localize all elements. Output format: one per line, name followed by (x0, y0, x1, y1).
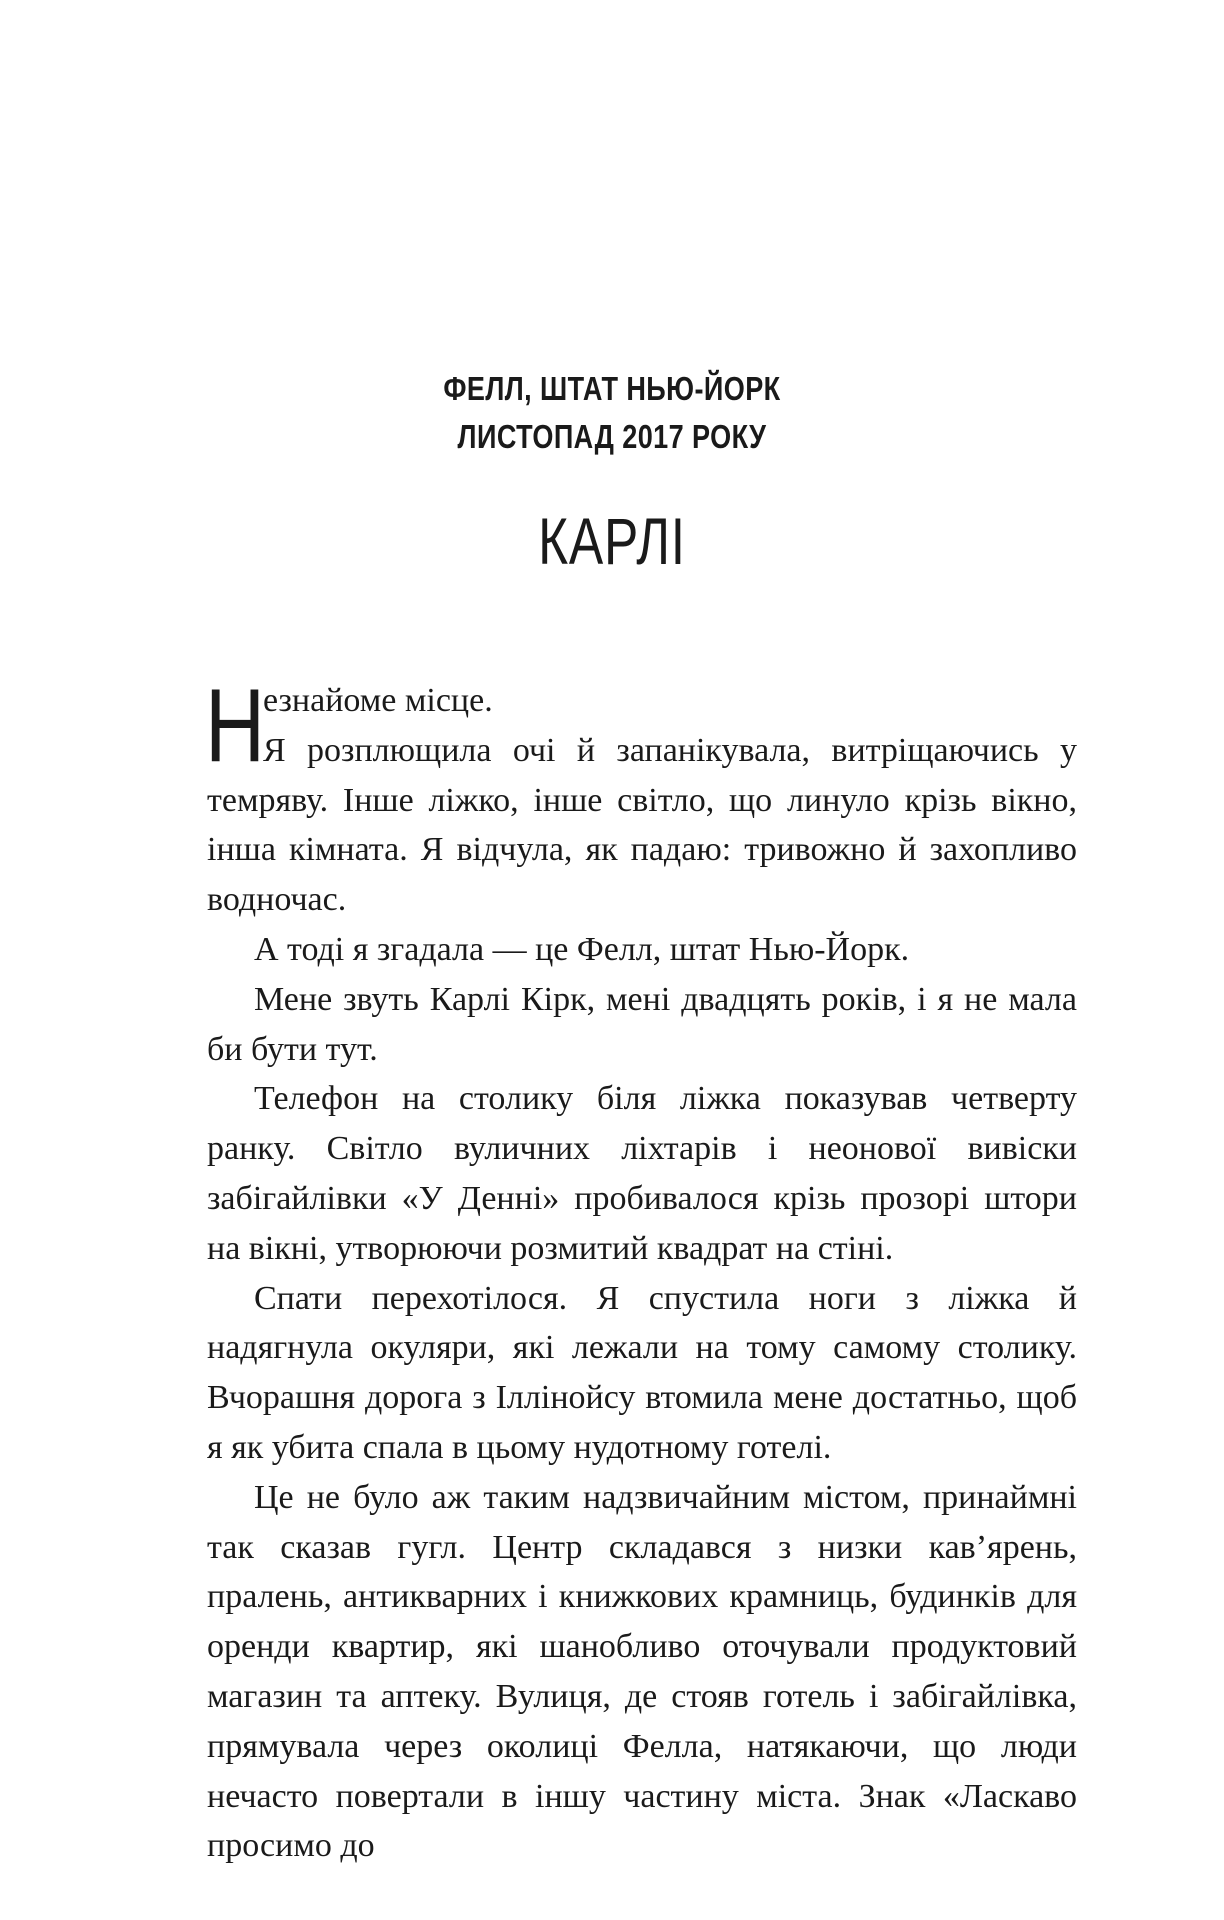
paragraph (205, 668, 1077, 784)
drop-cap: Н (205, 668, 266, 784)
paragraph: А тоді я згадала — це Фелл, штат Нью-Йорк. (254, 930, 910, 968)
body-text (205, 668, 1077, 1871)
paragraph: Мене звуть Карлі Кірк, мені двадцять років, і я не мала би бути тут. (207, 980, 1077, 1068)
chapter-heading (0, 365, 1224, 581)
paragraph: Телефон на столику біля ліжка показував четверту ранку. Світло вуличних ліхтарів і неонової вивіски забігайлівки «У Денні» пробивалося крізь прозорі штори на вікні, утворюючи розмитий квадрат на стіні. (207, 1080, 1077, 1267)
paragraph-text: езнайоме місце. (263, 682, 493, 719)
chapter-title: КАРЛІ (538, 504, 686, 578)
paragraph: Це не було аж таким надзвичайним містом, принаймні так сказав гугл. Центр складався з низки кав’ярень, пралень, антикварних і книжкових крамниць, будинків для оренди квартир, які шанобливо оточували продуктовий магазин та аптеку. Вулиця, де стояв готель і забігайлівка, прямувала через околиці Фелла, натякаючи, що люди нечасто повертали в іншу частину міста. Знак «Ласкаво просимо до (207, 1478, 1077, 1865)
location-line: ФЕЛЛ, ШТАТ НЬЮ-ЙОРК (443, 370, 781, 407)
paragraph: Я розплющила очі й запанікувала, витріщаючись у темряву. Інше ліжко, інше світло, що линуло крізь вікно, інша кімната. Я відчула, як падаю: тривожно й захопливо водночас. (207, 731, 1077, 919)
date-line: ЛИСТОПАД 2017 РОКУ (457, 418, 767, 455)
paragraph: Спати перехотілося. Я спустила ноги з ліжка й надягнула окуляри, які лежали на тому самому столику. Вчорашня дорога з Іллінойсу втомила мене достатньо, щоб я як убита спала в цьому нудотному готелі. (207, 1279, 1077, 1466)
